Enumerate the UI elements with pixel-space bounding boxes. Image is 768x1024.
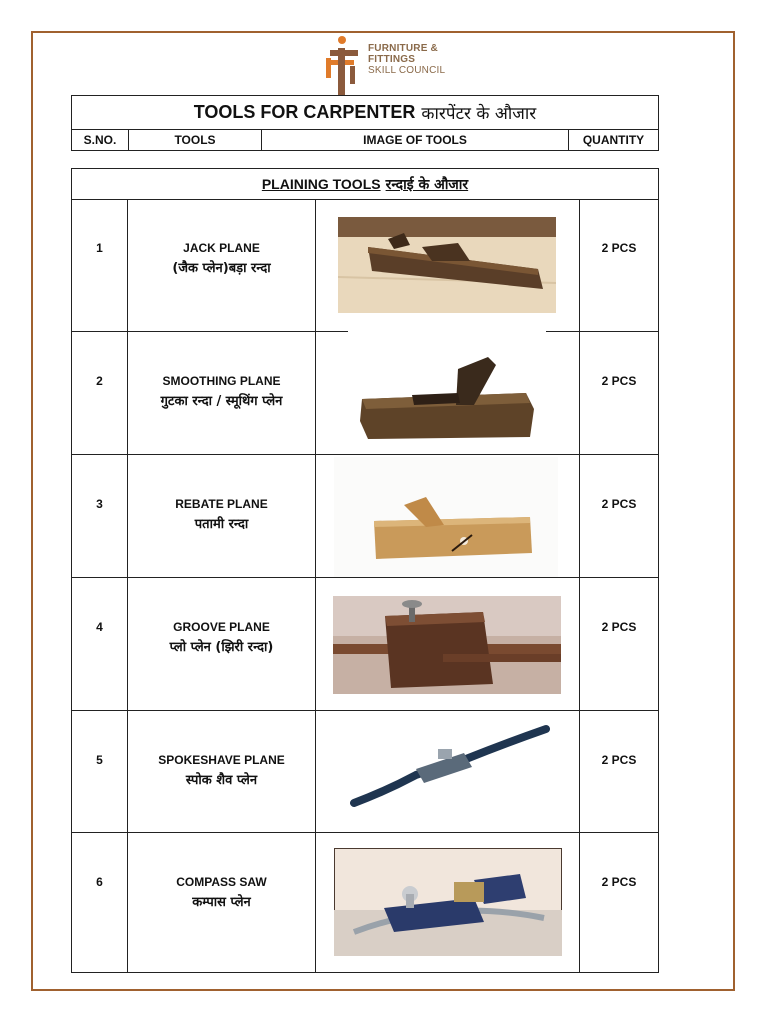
logo-line-3: SKILL COUNCIL <box>368 65 446 76</box>
tool-name-hi: प्लो प्लेन (झिरी रन्दा) <box>169 640 274 655</box>
row-6-sno: 6 <box>96 875 103 889</box>
row-6-tool-name <box>128 875 315 910</box>
rebate-plane-image <box>334 457 558 577</box>
tool-name-hi: स्पोक शैव प्लेन <box>185 773 258 788</box>
grid-line-vertical <box>579 200 580 972</box>
tool-name-hi: गुटका रन्दा / स्मूथिंग प्लेन <box>160 394 283 409</box>
row-5-sno: 5 <box>96 753 103 767</box>
row-2-sno: 2 <box>96 374 103 388</box>
column-header-quantity: QUANTITY <box>582 133 645 147</box>
page-title <box>72 96 658 130</box>
row-3-tool-name <box>128 497 315 532</box>
tool-name-en: COMPASS SAW <box>176 875 267 889</box>
section-title-hi: रन्दाई के औजार <box>385 176 469 193</box>
tool-name-en: SMOOTHING PLANE <box>162 374 281 388</box>
row-separator <box>72 832 658 833</box>
row-4-sno: 4 <box>96 620 103 634</box>
row-separator <box>72 577 658 578</box>
row-1-tool-name <box>128 241 315 276</box>
ffsc-logo <box>322 34 462 96</box>
row-5-quantity: 2 PCS <box>601 753 637 767</box>
tool-name-en: SPOKESHAVE PLANE <box>158 753 285 767</box>
page-title-hi: कारपेंटर के औजार <box>421 104 537 124</box>
row-4-quantity: 2 PCS <box>601 620 637 634</box>
logo-line-1: FURNITURE & <box>368 43 438 54</box>
section-title <box>72 169 658 200</box>
row-1-quantity: 2 PCS <box>601 241 637 255</box>
tool-name-hi: पतामी रन्दा <box>194 517 249 532</box>
section-title-en: PLAINING TOOLS <box>261 176 381 192</box>
row-1-sno: 1 <box>96 241 103 255</box>
column-header-tools: TOOLS <box>129 130 262 150</box>
row-separator <box>72 710 658 711</box>
row-5-tool-name <box>128 753 315 788</box>
tool-name-en: REBATE PLANE <box>175 497 268 511</box>
column-header-sno: S.NO. <box>72 130 129 150</box>
row-3-sno: 3 <box>96 497 103 511</box>
row-2-tool-name <box>128 374 315 409</box>
row-3-quantity: 2 PCS <box>601 497 637 511</box>
tool-name-hi: (जैक प्लेन)बड़ा रन्दा <box>172 261 271 276</box>
row-separator <box>72 331 348 332</box>
tools-table <box>71 168 659 973</box>
smoothing-plane-image <box>348 347 546 449</box>
row-separator <box>72 454 658 455</box>
row-2-quantity: 2 PCS <box>601 374 637 388</box>
tool-name-en: GROOVE PLANE <box>173 620 270 634</box>
row-6-quantity: 2 PCS <box>601 875 637 889</box>
spokeshave-image <box>346 721 556 813</box>
header-table <box>71 95 659 151</box>
row-4-tool-name <box>128 620 315 655</box>
tool-name-hi: कम्पास प्लेन <box>192 895 251 910</box>
column-header-image: IMAGE OF TOOLS <box>262 130 569 150</box>
tool-name-en: JACK PLANE <box>183 241 260 255</box>
compass-plane-image <box>334 848 562 956</box>
page-title-en: TOOLS FOR CARPENTER <box>193 102 416 122</box>
grid-line-vertical <box>315 200 316 972</box>
logo-text <box>368 43 445 76</box>
jack-plane-image <box>338 217 556 313</box>
grid-line-vertical <box>127 200 128 972</box>
groove-plane-image <box>333 596 561 694</box>
logo-line-2: FITTINGS <box>368 54 416 65</box>
row-separator <box>546 331 658 332</box>
logo-mark-icon <box>322 34 368 96</box>
